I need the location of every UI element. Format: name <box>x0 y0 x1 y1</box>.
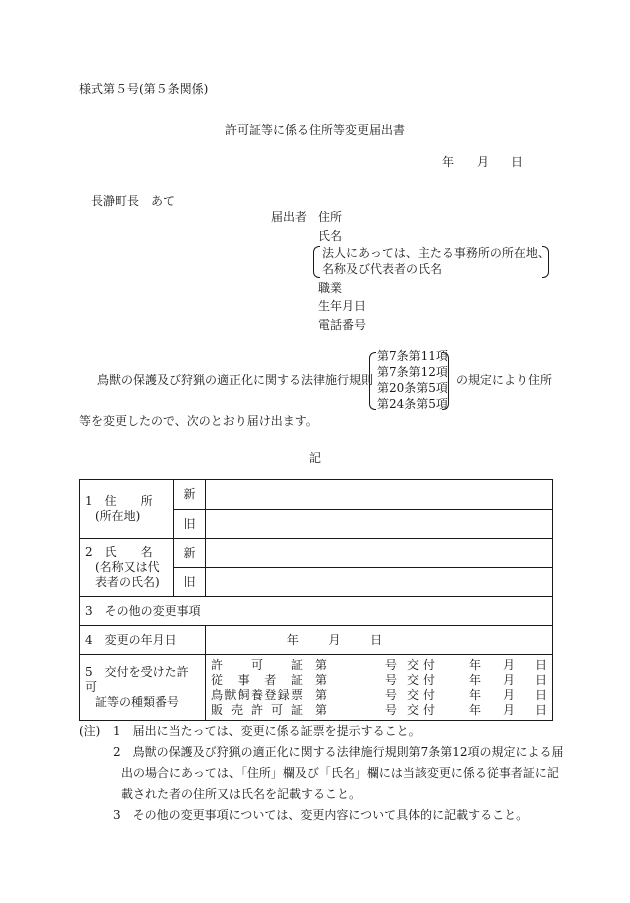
article-1: 第7条第11項 <box>377 349 448 363</box>
articles-bracket-right <box>442 352 449 410</box>
permit-row <box>211 658 547 673</box>
permits-label-1: 5 交付を受けた許可 <box>85 665 189 694</box>
permit-kofu: 交付 <box>407 657 440 672</box>
permit-row <box>211 673 547 688</box>
permits-label-2: 証等の種類番号 <box>95 695 180 709</box>
permit-row <box>211 703 547 718</box>
corp-note-bracket-left <box>313 246 320 278</box>
permits-label-cell <box>80 655 206 721</box>
body-text-1: 鳥獣の保護及び狩猟の適正化に関する法律施行規則 <box>97 373 374 387</box>
note-3: 3 その他の変更事項については、変更内容について具体的に記載すること。 <box>113 808 529 822</box>
form-number: 様式第５号(第５条関係) <box>79 82 209 96</box>
article-2: 第7条第12項 <box>377 365 448 379</box>
permit-dai: 第 <box>315 657 328 672</box>
applicant-address-label: 住所 <box>318 210 343 224</box>
address-label: 1 住 所 <box>85 494 153 508</box>
note-2-line-2: 出の場合にあっては、「住所」欄及び「氏名」欄には当該変更に係る従事者証に記 <box>121 766 559 780</box>
applicant-birthdate-label: 生年月日 <box>318 299 367 313</box>
permit-row <box>211 688 547 703</box>
permit-name: 鳥獣飼養登録票 <box>211 687 303 702</box>
permit-year: 年 <box>468 702 481 717</box>
permit-go: 号 <box>385 702 398 717</box>
permit-name: 従事者証 <box>211 672 303 687</box>
applicant-label: 届出者 <box>271 210 308 224</box>
name-old-field[interactable] <box>206 568 553 597</box>
permit-month: 月 <box>502 687 515 702</box>
permits-list-cell[interactable] <box>206 655 553 721</box>
date-day: 日 <box>511 155 524 169</box>
address-new-field[interactable] <box>206 480 553 510</box>
permit-day: 日 <box>534 702 547 717</box>
permit-day: 日 <box>534 672 547 687</box>
permit-month: 月 <box>502 672 515 687</box>
name-sublabel-1: (名称又は代 <box>95 560 160 574</box>
change-date-field[interactable] <box>206 626 553 655</box>
body-text-2: の規定により住所 <box>456 373 553 387</box>
note-2-line-1: 2 鳥獣の保護及び狩猟の適正化に関する法律施行規則第7条第12項の規定による届 <box>113 745 564 759</box>
address-old-field[interactable] <box>206 510 553 539</box>
address-sublabel: (所在地) <box>95 509 141 523</box>
article-4: 第24条第5項 <box>377 397 448 411</box>
permit-dai: 第 <box>315 702 328 717</box>
change-date-month: 月 <box>328 632 341 647</box>
applicant-occupation-label: 職業 <box>318 281 343 295</box>
address-new-label: 新 <box>174 480 206 510</box>
note-2-line-3: 載された者の住所又は氏名を記載すること。 <box>121 787 362 801</box>
applicant-name-label: 氏名 <box>318 229 343 243</box>
change-date-year: 年 <box>286 632 299 647</box>
address-label-cell <box>80 480 174 539</box>
permit-dai: 第 <box>315 687 328 702</box>
permit-day: 日 <box>534 687 547 702</box>
permit-go: 号 <box>385 672 398 687</box>
record-table <box>79 479 553 721</box>
addressee: 長瀞町長 あて <box>91 194 176 208</box>
applicant-phone-label: 電話番号 <box>318 318 367 332</box>
permit-year: 年 <box>468 687 481 702</box>
permits-row <box>80 655 553 721</box>
article-3: 第20条第5項 <box>377 381 448 395</box>
permit-name: 販売許可証 <box>211 702 303 717</box>
name-new-field[interactable] <box>206 539 553 568</box>
permit-year: 年 <box>468 672 481 687</box>
name-sublabel-2: 表者の氏名) <box>95 575 160 589</box>
corp-note-line-2: 名称及び代表者の氏名 <box>322 262 443 276</box>
corp-note-bracket-right <box>542 246 549 278</box>
change-date-label: 4 変更の年月日 <box>80 626 206 655</box>
name-label: 2 氏 名 <box>85 545 153 559</box>
document-title: 許可証等に係る住所等変更届出書 <box>224 123 405 137</box>
notes-label: (注) <box>79 724 101 738</box>
permit-kofu: 交付 <box>407 687 440 702</box>
name-new-label: 新 <box>174 539 206 568</box>
permit-month: 月 <box>502 657 515 672</box>
corp-note-line-1: 法人にあっては、主たる事務所の所在地、 <box>322 246 550 260</box>
body-text-3: 等を変更したので、次のとおり届け出ます。 <box>79 414 318 428</box>
permit-kofu: 交付 <box>407 672 440 687</box>
permit-day: 日 <box>534 657 547 672</box>
other-changes-row <box>80 597 553 626</box>
change-date-day: 日 <box>370 632 383 647</box>
permit-go: 号 <box>385 687 398 702</box>
note-1: 1 届出に当たっては、変更に係る証票を提示すること。 <box>113 724 421 738</box>
name-new-row <box>80 539 553 568</box>
ki-heading: 記 <box>308 451 321 465</box>
date-year: 年 <box>442 155 455 169</box>
other-changes-label[interactable]: 3 その他の変更事項 <box>80 597 553 626</box>
permit-kofu: 交付 <box>407 702 440 717</box>
permit-year: 年 <box>468 657 481 672</box>
permits-list <box>211 658 547 718</box>
address-old-label: 旧 <box>174 510 206 539</box>
permit-dai: 第 <box>315 672 328 687</box>
name-label-cell <box>80 539 174 597</box>
articles-bracket-left <box>369 352 376 410</box>
permit-month: 月 <box>502 702 515 717</box>
permit-name: 許可証 <box>211 657 303 672</box>
name-old-label: 旧 <box>174 568 206 597</box>
address-new-row <box>80 480 553 510</box>
change-date-row <box>80 626 553 655</box>
date-month: 月 <box>477 155 490 169</box>
permit-go: 号 <box>385 657 398 672</box>
